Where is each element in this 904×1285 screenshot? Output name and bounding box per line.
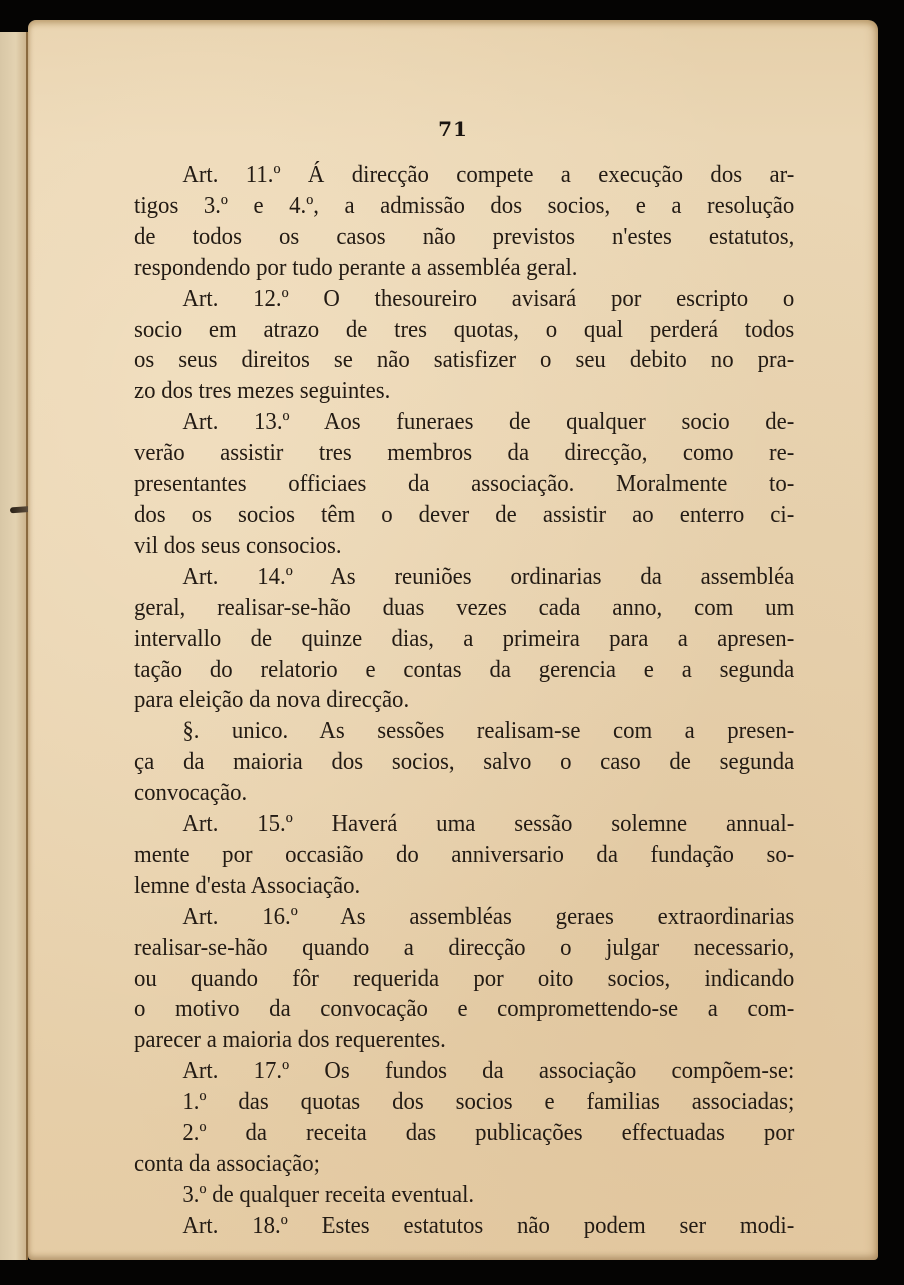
text-line: respondendo por tudo perante a assembléa geral.: [134, 253, 578, 281]
text-line: parecer a maioria dos requerentes.: [134, 1026, 446, 1054]
text-line: Art. 11.º Á direcção compete a execução dos ar-: [182, 161, 795, 188]
text-line: Art. 12.º O thesoureiro avisará por escripto o: [182, 284, 795, 312]
page-number: 71: [438, 117, 468, 141]
text-line: tigos 3.º e 4.º, a admissão dos socios, e a resolução: [134, 191, 795, 219]
text-line: convocação.: [134, 779, 248, 807]
text-line: ça da maioria dos socios, salvo o caso de segunda: [134, 748, 795, 776]
text-line: dos os socios têm o dever de assistir ao enterro ci-: [134, 500, 795, 528]
text-line: o motivo da convocação e compromettendo-se a com-: [134, 995, 795, 1023]
text-line: geral, realisar-se-hão duas vezes cada anno, com um: [134, 593, 795, 621]
text-line: os seus direitos se não satisfizer o seu debito no pra-: [134, 346, 795, 374]
text-line: conta da associação;: [134, 1150, 320, 1177]
text-line: 3.º de qualquer receita eventual.: [182, 1180, 475, 1208]
previous-page-edge: [0, 32, 28, 1260]
page-sheet: [28, 20, 878, 1260]
text-line: Art. 15.º Haverá uma sessão solemne annual-: [182, 810, 795, 838]
text-line: Art. 17.º Os fundos da associação compõem-se:: [182, 1057, 795, 1085]
text-line: mente por occasião do anniversario da fundação so-: [134, 840, 795, 868]
text-line: de todos os casos não previstos n'estes estatutos,: [134, 222, 795, 250]
text-line: §. unico. As sessões realisam-se com a presen-: [182, 717, 795, 745]
text-line: intervallo de quinze dias, a primeira para a apresen-: [134, 624, 795, 652]
text-line: verão assistir tres membros da direcção, como re-: [134, 439, 795, 467]
text-line: presentantes officiaes da associação. Moralmente to-: [134, 470, 795, 498]
text-line: zo dos tres mezes seguintes.: [134, 377, 391, 405]
text-line: Art. 13.º Aos funeraes de qualquer socio de-: [182, 408, 795, 436]
text-line: vil dos seus consocios.: [134, 531, 342, 559]
text-line: Art. 18.º Estes estatutos não podem ser modi-: [182, 1211, 795, 1239]
text-line: ou quando fôr requerida por oito socios, indicando: [134, 964, 795, 992]
text-line: 1.º das quotas dos socios e familias associadas;: [182, 1088, 795, 1116]
text-line: Art. 16.º As assembléas geraes extraordinarias: [182, 902, 795, 930]
text-line: lemne d'esta Associação.: [134, 871, 361, 899]
text-line: tação do relatorio e contas da gerencia e a segunda: [134, 655, 795, 683]
text-line: para eleição da nova direcção.: [134, 686, 410, 714]
text-line: realisar-se-hão quando a direcção o julgar necessario,: [134, 933, 795, 961]
body-text: [134, 160, 795, 1242]
text-line: 2.º da receita das publicações effectuadas por: [182, 1119, 795, 1147]
text-line: Art. 14.º As reuniões ordinarias da assembléa: [182, 562, 795, 590]
text-line: socio em atrazo de tres quotas, o qual perderá todos: [134, 315, 795, 343]
